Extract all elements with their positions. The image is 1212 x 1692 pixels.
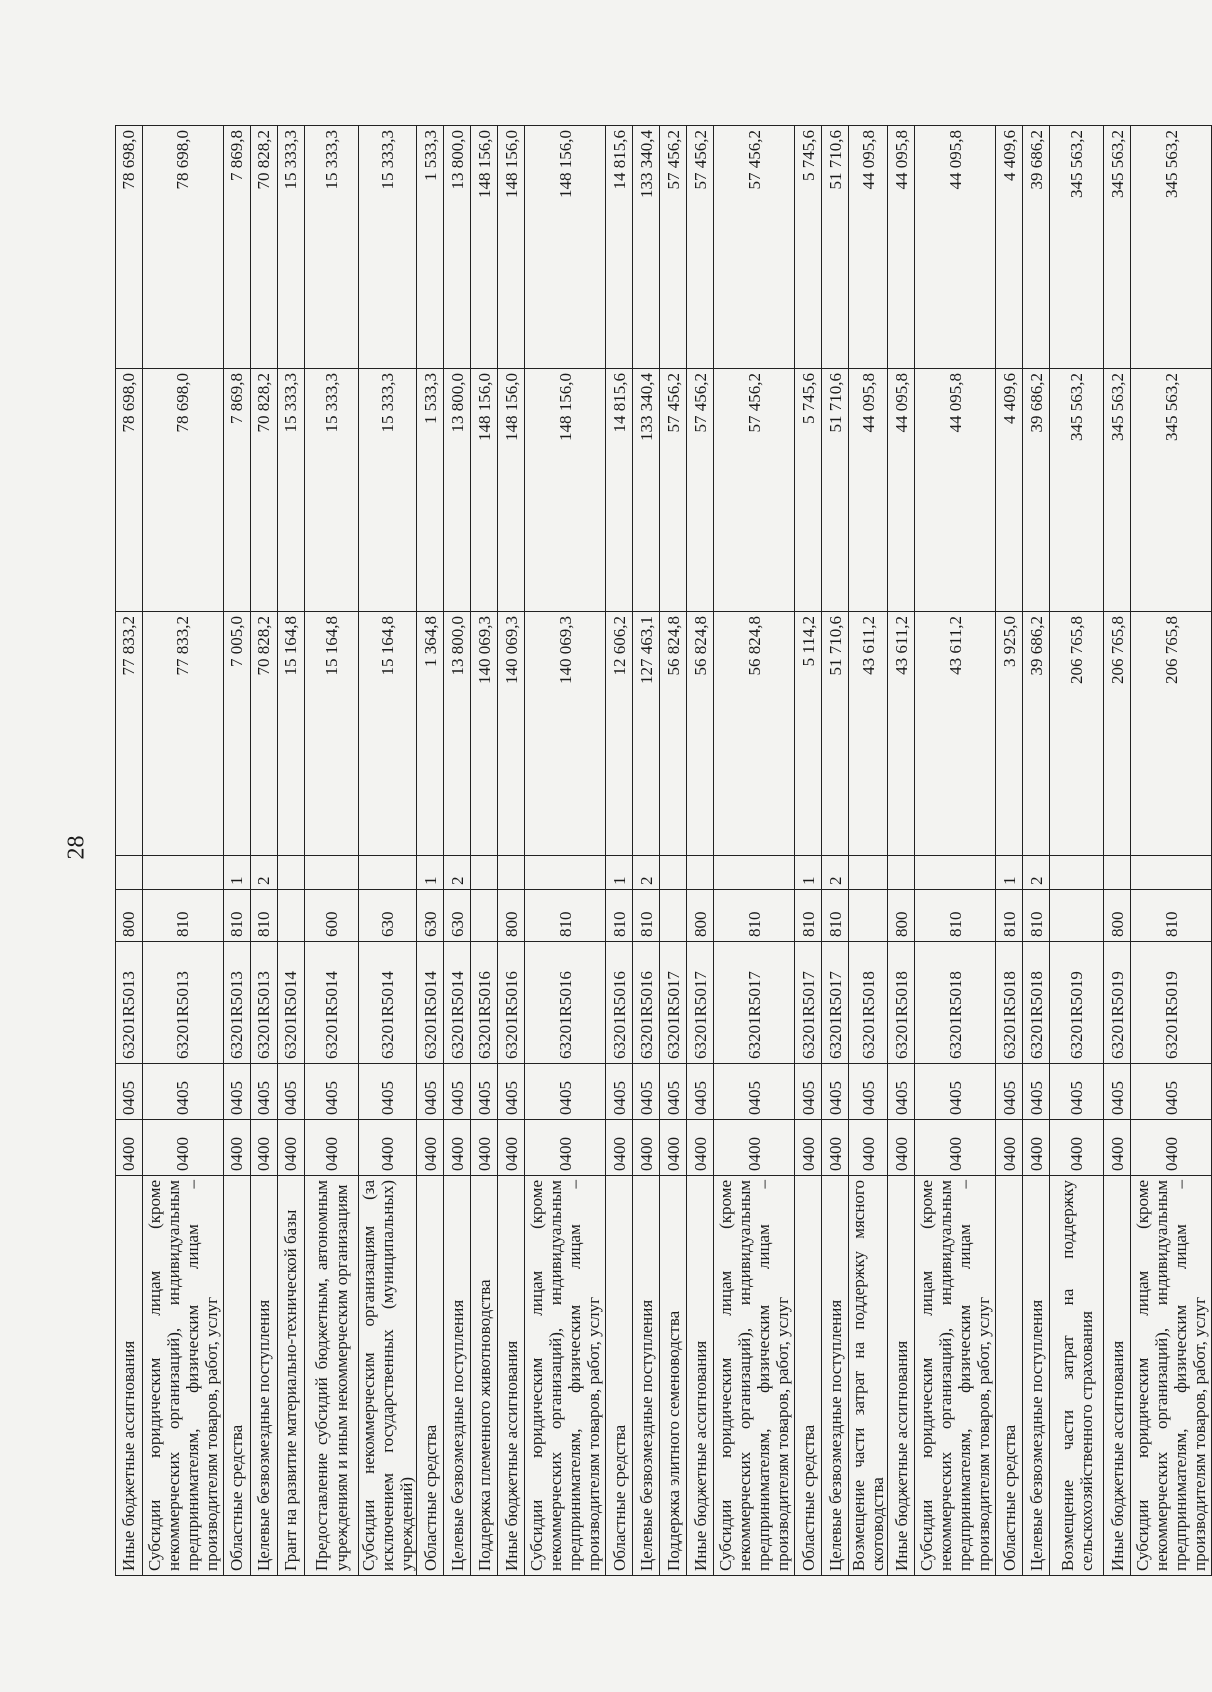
page-number: 28 [63, 835, 90, 860]
target-article-code: 63201R5017 [795, 942, 822, 1064]
section-code: 0400 [1104, 1120, 1131, 1176]
target-article-code: 63201R5014 [444, 942, 471, 1064]
row-name: Поддержка элитного семеноводства [660, 1176, 687, 1576]
section-code: 0400 [278, 1120, 305, 1176]
amount-2: 148 156,0 [525, 369, 606, 612]
target-article-code: 63201R5019 [1131, 942, 1212, 1064]
amount-1: 3 925,0 [996, 612, 1023, 856]
amount-3: 39 686,2 [1023, 126, 1050, 369]
subsection-code: 0405 [444, 1064, 471, 1120]
amount-1: 206 765,8 [1104, 612, 1131, 856]
amount-3: 57 456,2 [660, 126, 687, 369]
row-name: Областные средства [606, 1176, 633, 1576]
target-article-code: 63201R5014 [278, 942, 305, 1064]
subsection-code: 0405 [498, 1064, 525, 1120]
amount-1: 15 164,8 [305, 612, 359, 856]
expense-type-code [278, 890, 305, 942]
expense-type-code: 810 [606, 890, 633, 942]
amount-3: 78 698,0 [116, 126, 143, 369]
amount-3: 15 333,3 [359, 126, 417, 369]
target-article-code: 63201R5014 [359, 942, 417, 1064]
section-code: 0400 [1131, 1120, 1212, 1176]
expense-type-code [849, 890, 888, 942]
source-code [1104, 856, 1131, 890]
subsection-code: 0405 [359, 1064, 417, 1120]
section-code: 0400 [359, 1120, 417, 1176]
target-article-code: 63201R5017 [660, 942, 687, 1064]
section-code: 0400 [251, 1120, 278, 1176]
amount-3: 15 333,3 [305, 126, 359, 369]
source-code [1131, 856, 1212, 890]
subsection-code: 0405 [1023, 1064, 1050, 1120]
amount-3: 44 095,8 [849, 126, 888, 369]
row-name: Областные средства [996, 1176, 1023, 1576]
amount-2: 15 333,3 [305, 369, 359, 612]
section-code: 0400 [116, 1120, 143, 1176]
source-code [471, 856, 498, 890]
section-code: 0400 [888, 1120, 915, 1176]
table-row [359, 126, 417, 1576]
expense-type-code: 800 [888, 890, 915, 942]
expense-type-code: 810 [996, 890, 1023, 942]
subsection-code: 0405 [849, 1064, 888, 1120]
target-article-code: 63201R5016 [633, 942, 660, 1064]
row-name: Иные бюджетные ассигнования [1104, 1176, 1131, 1576]
row-name: Целевые безвозмездные поступления [1023, 1176, 1050, 1576]
expense-type-code: 810 [224, 890, 251, 942]
source-code [143, 856, 224, 890]
amount-1: 56 824,8 [714, 612, 795, 856]
table-row [305, 126, 359, 1576]
source-code [305, 856, 359, 890]
amount-1: 206 765,8 [1050, 612, 1104, 856]
amount-1: 7 005,0 [224, 612, 251, 856]
amount-2: 133 340,4 [633, 369, 660, 612]
source-code [116, 856, 143, 890]
amount-2: 78 698,0 [143, 369, 224, 612]
source-code: 1 [996, 856, 1023, 890]
row-name: Целевые безвозмездные поступления [251, 1176, 278, 1576]
amount-2: 57 456,2 [660, 369, 687, 612]
target-article-code: 63201R5013 [251, 942, 278, 1064]
section-code: 0400 [305, 1120, 359, 1176]
amount-3: 57 456,2 [714, 126, 795, 369]
source-code: 1 [795, 856, 822, 890]
expense-type-code: 810 [1131, 890, 1212, 942]
expense-type-code: 810 [251, 890, 278, 942]
expense-type-code: 630 [417, 890, 444, 942]
section-code: 0400 [1023, 1120, 1050, 1176]
target-article-code: 63201R5016 [525, 942, 606, 1064]
amount-1: 56 824,8 [660, 612, 687, 856]
subsection-code: 0405 [305, 1064, 359, 1120]
table-row [996, 126, 1023, 1576]
amount-1: 12 606,2 [606, 612, 633, 856]
source-code: 1 [224, 856, 251, 890]
amount-2: 57 456,2 [687, 369, 714, 612]
subsection-code: 0405 [417, 1064, 444, 1120]
row-name: Иные бюджетные ассигнования [498, 1176, 525, 1576]
subsection-code: 0405 [143, 1064, 224, 1120]
table-body [116, 126, 1212, 1576]
table-row [1131, 126, 1212, 1576]
source-code: 2 [444, 856, 471, 890]
subsection-code: 0405 [888, 1064, 915, 1120]
table-row [660, 126, 687, 1576]
amount-2: 7 869,8 [224, 369, 251, 612]
expense-type-code [660, 890, 687, 942]
expense-type-code [1050, 890, 1104, 942]
source-code [359, 856, 417, 890]
row-name: Целевые безвозмездные поступления [633, 1176, 660, 1576]
row-name: Областные средства [795, 1176, 822, 1576]
source-code: 1 [606, 856, 633, 890]
table-row [417, 126, 444, 1576]
section-code: 0400 [143, 1120, 224, 1176]
amount-3: 57 456,2 [687, 126, 714, 369]
expense-type-code: 810 [1023, 890, 1050, 942]
amount-3: 44 095,8 [888, 126, 915, 369]
expense-type-code: 810 [915, 890, 996, 942]
section-code: 0400 [687, 1120, 714, 1176]
amount-1: 70 828,2 [251, 612, 278, 856]
section-code: 0400 [1050, 1120, 1104, 1176]
subsection-code: 0405 [687, 1064, 714, 1120]
row-name: Субсидии юридическим лицам (кроме некоммерческих организаций), индивидуальным предпринимателям, физическим лицам – производителям товаров, работ, услуг [143, 1176, 224, 1576]
target-article-code: 63201R5014 [305, 942, 359, 1064]
table-row [471, 126, 498, 1576]
source-code [714, 856, 795, 890]
target-article-code: 63201R5016 [606, 942, 633, 1064]
source-code [498, 856, 525, 890]
amount-3: 148 156,0 [471, 126, 498, 369]
source-code [888, 856, 915, 890]
target-article-code: 63201R5018 [888, 942, 915, 1064]
expense-type-code: 810 [633, 890, 660, 942]
section-code: 0400 [606, 1120, 633, 1176]
table-row [525, 126, 606, 1576]
amount-3: 14 815,6 [606, 126, 633, 369]
amount-1: 127 463,1 [633, 612, 660, 856]
table-row [224, 126, 251, 1576]
source-code [687, 856, 714, 890]
amount-3: 7 869,8 [224, 126, 251, 369]
target-article-code: 63201R5017 [687, 942, 714, 1064]
table-row [888, 126, 915, 1576]
source-code: 1 [417, 856, 444, 890]
amount-2: 44 095,8 [888, 369, 915, 612]
subsection-code: 0405 [1131, 1064, 1212, 1120]
amount-2: 57 456,2 [714, 369, 795, 612]
amount-3: 13 800,0 [444, 126, 471, 369]
target-article-code: 63201R5017 [714, 942, 795, 1064]
table-row [1023, 126, 1050, 1576]
target-article-code: 63201R5017 [822, 942, 849, 1064]
expense-type-code: 800 [687, 890, 714, 942]
amount-3: 345 563,2 [1050, 126, 1104, 369]
amount-1: 43 611,2 [915, 612, 996, 856]
amount-1: 15 164,8 [278, 612, 305, 856]
row-name: Областные средства [417, 1176, 444, 1576]
amount-1: 77 833,2 [143, 612, 224, 856]
row-name: Областные средства [224, 1176, 251, 1576]
amount-1: 51 710,6 [822, 612, 849, 856]
amount-1: 1 364,8 [417, 612, 444, 856]
table-row [606, 126, 633, 1576]
amount-2: 51 710,6 [822, 369, 849, 612]
row-name: Субсидии юридическим лицам (кроме некоммерческих организаций), индивидуальным предпринимателям, физическим лицам – производителям товаров, работ, услуг [915, 1176, 996, 1576]
expense-type-code: 810 [822, 890, 849, 942]
amount-3: 44 095,8 [915, 126, 996, 369]
amount-2: 148 156,0 [471, 369, 498, 612]
amount-1: 77 833,2 [116, 612, 143, 856]
section-code: 0400 [444, 1120, 471, 1176]
subsection-code: 0405 [795, 1064, 822, 1120]
table-row [849, 126, 888, 1576]
target-article-code: 63201R5018 [1023, 942, 1050, 1064]
target-article-code: 63201R5016 [498, 942, 525, 1064]
table-row [143, 126, 224, 1576]
amount-3: 1 533,3 [417, 126, 444, 369]
section-code: 0400 [471, 1120, 498, 1176]
amount-2: 345 563,2 [1131, 369, 1212, 612]
target-article-code: 63201R5018 [849, 942, 888, 1064]
amount-1: 140 069,3 [471, 612, 498, 856]
source-code [525, 856, 606, 890]
table-row [1050, 126, 1104, 1576]
amount-2: 15 333,3 [359, 369, 417, 612]
budget-table [115, 125, 1212, 1576]
row-name: Субсидии юридическим лицам (кроме некоммерческих организаций), индивидуальным предпринимателям, физическим лицам – производителям товаров, работ, услуг [525, 1176, 606, 1576]
table-row [687, 126, 714, 1576]
amount-1: 43 611,2 [849, 612, 888, 856]
amount-2: 14 815,6 [606, 369, 633, 612]
row-name: Предоставление субсидий бюджетным, автономным учреждениям и иным некоммерческим организациям [305, 1176, 359, 1576]
amount-3: 345 563,2 [1131, 126, 1212, 369]
source-code [278, 856, 305, 890]
section-code: 0400 [525, 1120, 606, 1176]
source-code: 2 [633, 856, 660, 890]
expense-type-code: 800 [116, 890, 143, 942]
amount-2: 1 533,3 [417, 369, 444, 612]
subsection-code: 0405 [1104, 1064, 1131, 1120]
row-name: Иные бюджетные ассигнования [687, 1176, 714, 1576]
subsection-code: 0405 [278, 1064, 305, 1120]
amount-2: 39 686,2 [1023, 369, 1050, 612]
source-code [660, 856, 687, 890]
section-code: 0400 [795, 1120, 822, 1176]
subsection-code: 0405 [251, 1064, 278, 1120]
amount-2: 13 800,0 [444, 369, 471, 612]
row-name: Целевые безвозмездные поступления [822, 1176, 849, 1576]
source-code: 2 [251, 856, 278, 890]
table-row [915, 126, 996, 1576]
amount-2: 5 745,6 [795, 369, 822, 612]
expense-type-code: 630 [444, 890, 471, 942]
target-article-code: 63201R5019 [1104, 942, 1131, 1064]
amount-2: 4 409,6 [996, 369, 1023, 612]
expense-type-code: 810 [714, 890, 795, 942]
subsection-code: 0405 [660, 1064, 687, 1120]
row-name: Поддержка племенного животноводства [471, 1176, 498, 1576]
subsection-code: 0405 [1050, 1064, 1104, 1120]
amount-3: 345 563,2 [1104, 126, 1131, 369]
source-code [1050, 856, 1104, 890]
table-row [1104, 126, 1131, 1576]
subsection-code: 0405 [224, 1064, 251, 1120]
amount-3: 78 698,0 [143, 126, 224, 369]
subsection-code: 0405 [633, 1064, 660, 1120]
row-name: Иные бюджетные ассигнования [116, 1176, 143, 1576]
amount-2: 148 156,0 [498, 369, 525, 612]
table-row [116, 126, 143, 1576]
expense-type-code: 800 [1104, 890, 1131, 942]
section-code: 0400 [714, 1120, 795, 1176]
target-article-code: 63201R5013 [143, 942, 224, 1064]
section-code: 0400 [822, 1120, 849, 1176]
expense-type-code: 810 [795, 890, 822, 942]
target-article-code: 63201R5014 [417, 942, 444, 1064]
subsection-code: 0405 [714, 1064, 795, 1120]
expense-type-code: 810 [143, 890, 224, 942]
target-article-code: 63201R5018 [915, 942, 996, 1064]
amount-1: 43 611,2 [888, 612, 915, 856]
table-row [444, 126, 471, 1576]
amount-2: 44 095,8 [849, 369, 888, 612]
target-article-code: 63201R5019 [1050, 942, 1104, 1064]
amount-1: 13 800,0 [444, 612, 471, 856]
table-row [633, 126, 660, 1576]
table-row [251, 126, 278, 1576]
section-code: 0400 [849, 1120, 888, 1176]
row-name: Иные бюджетные ассигнования [888, 1176, 915, 1576]
amount-2: 78 698,0 [116, 369, 143, 612]
amount-1: 140 069,3 [498, 612, 525, 856]
amount-2: 15 333,3 [278, 369, 305, 612]
amount-1: 5 114,2 [795, 612, 822, 856]
subsection-code: 0405 [996, 1064, 1023, 1120]
target-article-code: 63201R5018 [996, 942, 1023, 1064]
amount-3: 148 156,0 [498, 126, 525, 369]
subsection-code: 0405 [116, 1064, 143, 1120]
row-name: Целевые безвозмездные поступления [444, 1176, 471, 1576]
subsection-code: 0405 [525, 1064, 606, 1120]
target-article-code: 63201R5013 [116, 942, 143, 1064]
subsection-code: 0405 [606, 1064, 633, 1120]
source-code: 2 [822, 856, 849, 890]
amount-2: 44 095,8 [915, 369, 996, 612]
amount-1: 39 686,2 [1023, 612, 1050, 856]
row-name: Возмещение части затрат на поддержку мясного скотоводства [849, 1176, 888, 1576]
section-code: 0400 [417, 1120, 444, 1176]
amount-2: 70 828,2 [251, 369, 278, 612]
row-name: Субсидии юридическим лицам (кроме некоммерческих организаций), индивидуальным предпринимателям, физическим лицам – производителям товаров, работ, услуг [714, 1176, 795, 1576]
amount-2: 345 563,2 [1104, 369, 1131, 612]
expense-type-code [471, 890, 498, 942]
expense-type-code: 600 [305, 890, 359, 942]
table-row [278, 126, 305, 1576]
row-name: Возмещение части затрат на поддержку сельскохозяйственного страхования [1050, 1176, 1104, 1576]
expense-type-code: 800 [498, 890, 525, 942]
table-row [795, 126, 822, 1576]
source-code [849, 856, 888, 890]
table-row [498, 126, 525, 1576]
table-row [822, 126, 849, 1576]
source-code [915, 856, 996, 890]
target-article-code: 63201R5016 [471, 942, 498, 1064]
amount-1: 206 765,8 [1131, 612, 1212, 856]
section-code: 0400 [915, 1120, 996, 1176]
table-row [714, 126, 795, 1576]
section-code: 0400 [633, 1120, 660, 1176]
subsection-code: 0405 [822, 1064, 849, 1120]
subsection-code: 0405 [471, 1064, 498, 1120]
amount-1: 56 824,8 [687, 612, 714, 856]
amount-3: 133 340,4 [633, 126, 660, 369]
subsection-code: 0405 [915, 1064, 996, 1120]
amount-3: 51 710,6 [822, 126, 849, 369]
section-code: 0400 [660, 1120, 687, 1176]
expense-type-code: 630 [359, 890, 417, 942]
section-code: 0400 [996, 1120, 1023, 1176]
amount-3: 4 409,6 [996, 126, 1023, 369]
section-code: 0400 [224, 1120, 251, 1176]
rotated-table-wrapper [115, 126, 1210, 1576]
target-article-code: 63201R5013 [224, 942, 251, 1064]
section-code: 0400 [498, 1120, 525, 1176]
row-name: Грант на развитие материально-технической базы [278, 1176, 305, 1576]
amount-3: 5 745,6 [795, 126, 822, 369]
expense-type-code: 810 [525, 890, 606, 942]
amount-2: 345 563,2 [1050, 369, 1104, 612]
row-name: Субсидии юридическим лицам (кроме некоммерческих организаций), индивидуальным предпринимателям, физическим лицам – производителям товаров, работ, услуг [1131, 1176, 1212, 1576]
amount-1: 15 164,8 [359, 612, 417, 856]
amount-3: 15 333,3 [278, 126, 305, 369]
amount-3: 148 156,0 [525, 126, 606, 369]
row-name: Субсидии некоммерческим организациям (за исключением государственных (муниципальных) учреждений) [359, 1176, 417, 1576]
amount-3: 70 828,2 [251, 126, 278, 369]
amount-1: 140 069,3 [525, 612, 606, 856]
source-code: 2 [1023, 856, 1050, 890]
